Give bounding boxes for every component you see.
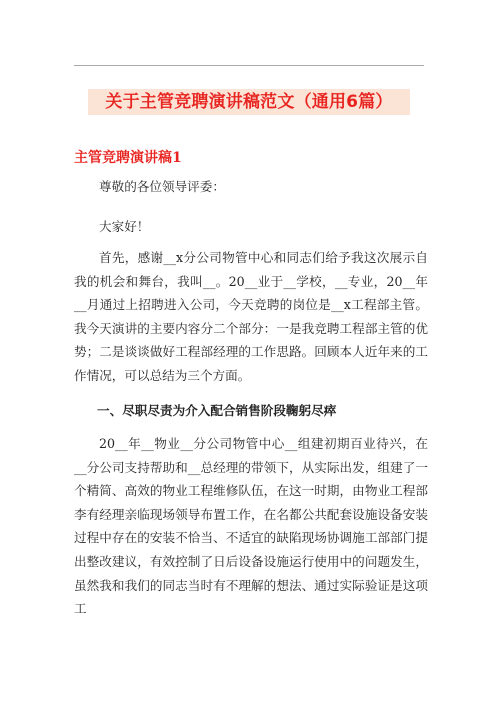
subheading-one: 一、尽职尽责为介入配合销售阶段鞠躬尽瘁 [97,403,337,418]
header-rule [74,65,424,66]
section-heading: 主管竞聘演讲稿1 [74,150,182,166]
document-title: 关于主管竞聘演讲稿范文（通用6篇） [88,89,410,115]
intro-paragraph: 首先，感谢__x分公司物管中心和同志们给予我这次展示自我的机会和舞台，我叫__。20__业于__学校，__专业，20__年__月通过上招聘进入公司，今天竞聘的岗位是__x工程部主管。我今天演讲的主要内容分二个部分：一是我竞聘工程部主管的优势；二是谈谈做好工程部经理的工作思路。回顾本人近年来的工作情况，可以总结为三个方面。 [74,250,428,383]
body-paragraph-one: 20__年__物业__分公司物管中心__组建初期百业待兴，在__分公司支持帮助和__总经理的带领下，从实际出发，组建了一个精简、高效的物业工程维修队伍，在这一时期，由物业工程部李有经理亲临现场领导布置工作，在名都公共配套设施设备安装过程中存在的安装不恰当、不适宜的缺陷现场协调施工部部门提出整改建议，有效控制了日后设备设施运行使用中的问题发生，虽然我和我们的同志当时有不理解的想法、通过实际验证是这项工 [74,436,428,617]
greeting-paragraph: 大家好！ [99,219,150,234]
salutation-paragraph: 尊敬的各位领导评委： [99,179,225,194]
